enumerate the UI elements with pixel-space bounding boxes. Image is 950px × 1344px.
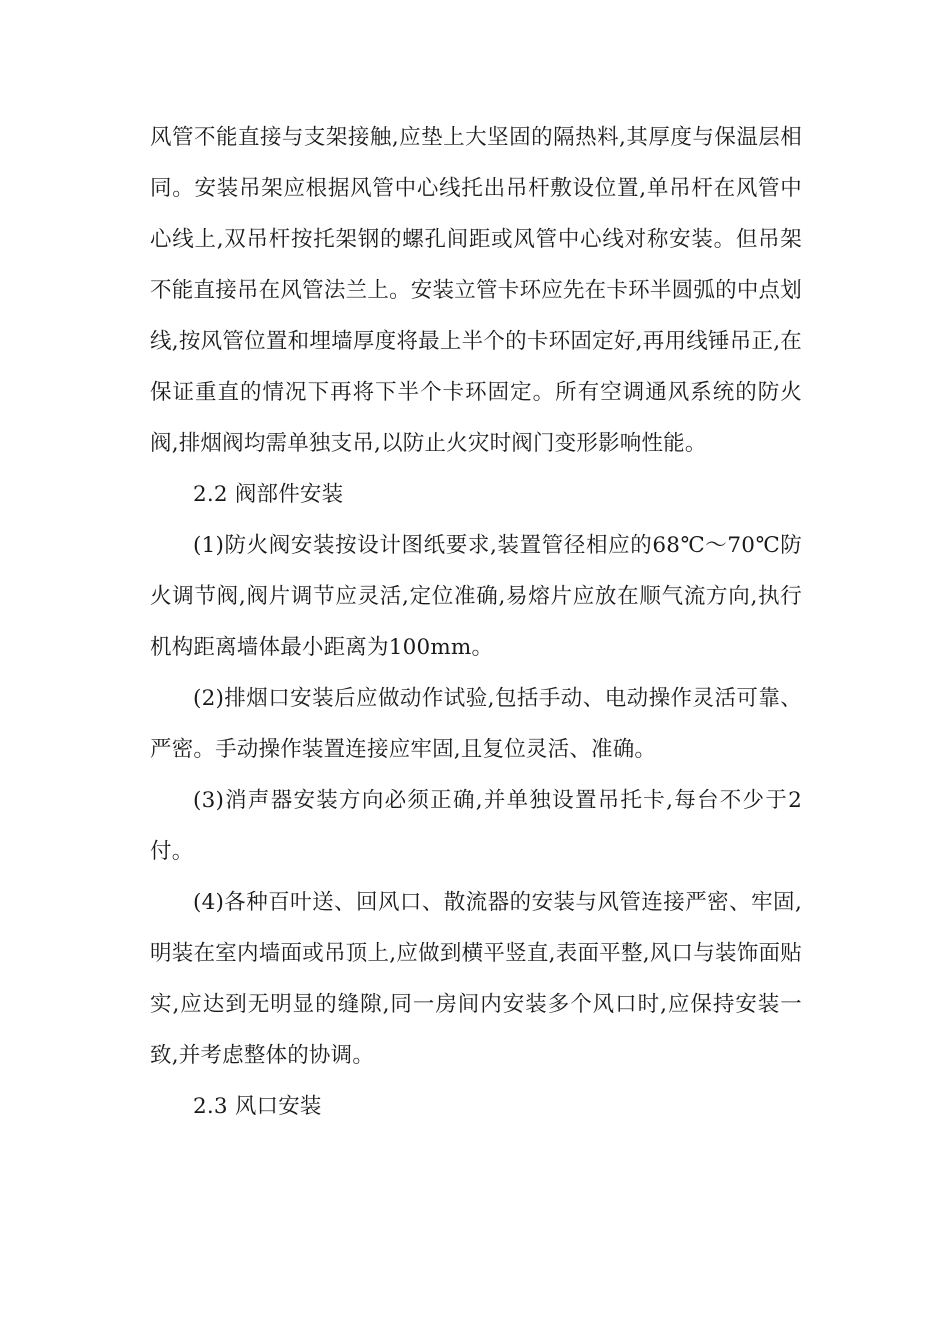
body-paragraph-silencer: (3)消声器安装方向必须正确,并单独设置吊托卡,每台不少于2付。 [150, 788, 802, 864]
section-heading-valve-installation: 2.2 阀部件安装 [193, 482, 344, 507]
body-paragraph-duct-support: 风管不能直接与支架接触,应垫上大坚固的隔热料,其厚度与保温层相同。安装吊架应根据风管中心线托出吊杆敷设位置,单吊杆在风管中心线上,双吊杆按托架钢的螺孔间距或风管中心线对称安装。但吊架不能直接吊在风管法兰上。安装立管卡环应先在卡环半圆弧的中点划线,按风管位置和埋墙厚度将最上半个的卡环固定好,再用线锤吊正,在保证重直的情况下再将下半个卡环固定。所有空调通风系统的防火阀,排烟阀均需单独支吊,以防止火灾时阀门变形影响性能。 [150, 125, 802, 456]
body-paragraph-smoke-outlet: (2)排烟口安装后应做动作试验,包括手动、电动操作灵活可靠、严密。手动操作装置连接应牢固,且复位灵活、准确。 [150, 686, 802, 762]
document-page [150, 112, 802, 1132]
section-heading-air-outlet-installation: 2.3 风口安装 [193, 1094, 322, 1119]
body-paragraph-fire-damper: (1)防火阀安装按设计图纸要求,装置管径相应的68℃～70℃防火调节阀,阀片调节应灵活,定位准确,易熔片应放在顺气流方向,执行机构距离墙体最小距离为100mm。 [150, 533, 802, 660]
body-paragraph-air-outlets: (4)各种百叶送、回风口、散流器的安装与风管连接严密、牢固,明装在室内墙面或吊顶上,应做到横平竖直,表面平整,风口与装饰面贴实,应达到无明显的缝隙,同一房间内安装多个风口时,应保持安装一致,并考虑整体的协调。 [150, 890, 802, 1068]
